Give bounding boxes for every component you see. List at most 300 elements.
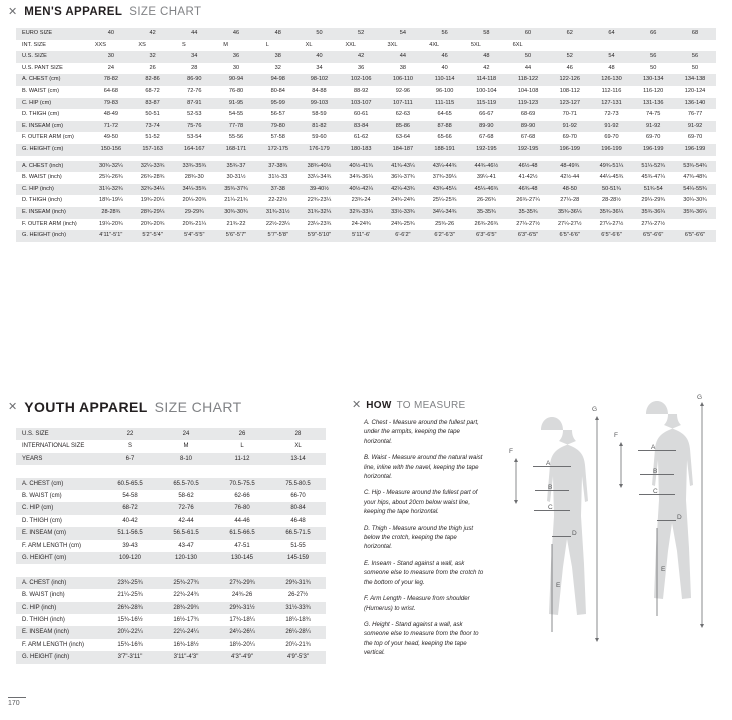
youth-table-body	[16, 428, 326, 664]
table-cell: 67-68	[507, 132, 549, 144]
table-cell: 32	[132, 51, 174, 63]
table-cell: 192-195	[507, 144, 549, 156]
body-diagram-svg	[494, 394, 724, 694]
table-cell: 62	[549, 28, 591, 40]
mens-title-light: SIZE CHART	[129, 6, 202, 18]
howto-item	[364, 559, 486, 587]
table-cell: 22¾-23¼	[299, 195, 341, 207]
table-cell: 32¾-34¼	[132, 184, 174, 196]
row-label: B. WAIST (inch)	[16, 172, 90, 184]
howto-item-text: Stand against a wall, ask someone else to measure from the crotch to the bottom of your leg.	[364, 559, 484, 586]
table-row	[16, 502, 326, 514]
table-cell: 130-134	[632, 74, 674, 86]
mens-title-bold: MEN'S APPAREL	[24, 6, 123, 18]
table-cell: 95-99	[257, 98, 299, 110]
howto-item-text: Measure around the thigh just below the crotch, keeping the tape horizontal.	[364, 524, 474, 551]
table-cell: 4'9"-5'3"	[270, 651, 326, 663]
table-cell: 51-55	[270, 540, 326, 552]
table-cell: 43¾-45¼	[424, 184, 466, 196]
table-cell: 69-70	[549, 132, 591, 144]
table-cell: 22	[102, 428, 158, 440]
table-cell: 8-10	[158, 453, 214, 465]
table-cell: 28	[270, 428, 326, 440]
table-cell: 42	[340, 51, 382, 63]
table-row	[16, 614, 326, 626]
table-cell: 68-72	[102, 502, 158, 514]
table-cell: 27¼-27½	[549, 219, 591, 231]
table-cell: 27¼-27½	[632, 219, 674, 231]
table-cell: 35¾-36¼	[632, 207, 674, 219]
table-cell: 31¾-31½	[257, 207, 299, 219]
table-cell: 42	[465, 63, 507, 75]
table-cell: 32¾-33¼	[340, 207, 382, 219]
table-cell: 41-42½	[507, 172, 549, 184]
row-label: U.S. PANT SIZE	[16, 63, 90, 75]
table-cell: 112-116	[591, 86, 633, 98]
howto-item-text: Measure around the natural waist line, inline with the navel, keeping the tape horizontal.	[364, 454, 483, 481]
table-cell: 44	[382, 51, 424, 63]
table-cell: M	[215, 40, 236, 52]
table-cell: 6'5"-6'6"	[674, 230, 716, 242]
table-cell: 48-49	[90, 109, 132, 121]
table-cell: 72-76	[158, 502, 214, 514]
table-cell: 150-156	[90, 144, 132, 156]
row-label: A. CHEST (inch)	[16, 577, 102, 589]
table-row	[16, 86, 716, 98]
table-cell: 71-72	[90, 121, 132, 133]
table-cell: 122-126	[549, 74, 591, 86]
table-cell: 50	[632, 63, 674, 75]
table-cell: 110-114	[424, 74, 466, 86]
table-cell: 48-49¾	[549, 161, 591, 173]
table-cell: 56	[424, 28, 466, 40]
figure-label-inseam: E	[661, 566, 666, 573]
table-cell: 69-70	[591, 132, 633, 144]
table-cell: 22-22½	[257, 195, 299, 207]
table-cell: 6'3"-6'5"	[465, 230, 507, 242]
arrow-head-up	[619, 442, 623, 446]
table-cell: 21¼-25¾	[102, 589, 158, 601]
table-cell: 76-80	[215, 86, 257, 98]
back-body-silhouette	[646, 401, 693, 599]
table-cell: 62-63	[382, 109, 424, 121]
table-cell: 13-14	[270, 453, 326, 465]
figure-label-chest: A	[546, 460, 551, 467]
table-cell: XXS	[90, 40, 111, 52]
row-label: A. CHEST (cm)	[16, 478, 102, 490]
row-label: C. HIP (inch)	[16, 184, 90, 196]
row-label: E. INSEAM (inch)	[16, 207, 90, 219]
table-cell: 38¾-40½	[299, 161, 341, 173]
table-cell: 45¾-47¼	[632, 172, 674, 184]
table-cell: 76-80	[214, 502, 270, 514]
table-cell: 50	[674, 63, 716, 75]
table-cell: 29¾-31¾	[270, 577, 326, 589]
table-cell: 38	[382, 63, 424, 75]
table-cell: 34¼-35¾	[173, 184, 215, 196]
table-cell	[486, 40, 507, 52]
table-cell: 120-124	[674, 86, 716, 98]
table-cell: 172-175	[257, 144, 299, 156]
figure-label-thigh: D	[677, 514, 682, 521]
table-cell: 28¾-29¾	[158, 602, 214, 614]
table-cell: XL	[270, 440, 326, 452]
table-cell: XS	[132, 40, 153, 52]
table-cell: 34	[299, 63, 341, 75]
table-cell: 46¾-48	[507, 184, 549, 196]
table-row	[16, 184, 716, 196]
howto-item	[364, 594, 486, 613]
table-cell: 36¼-37¾	[382, 172, 424, 184]
table-cell: 91-92	[674, 121, 716, 133]
table-cell: 26¼-28¼	[270, 626, 326, 638]
table-cell: 22½-23¼	[257, 219, 299, 231]
table-row	[16, 28, 716, 40]
table-cell: 21¼-21¾	[215, 195, 257, 207]
table-cell: 49-50	[90, 132, 132, 144]
howto-item	[364, 524, 486, 552]
table-cell: 44-46	[214, 515, 270, 527]
table-cell: 126-130	[591, 74, 633, 86]
table-row	[16, 230, 716, 242]
table-cell: 23¾-25¾	[102, 577, 158, 589]
table-cell: 5'6"-5'7"	[215, 230, 257, 242]
table-cell: 41¾-43¼	[382, 161, 424, 173]
table-row	[16, 515, 326, 527]
row-label: A. CHEST (cm)	[16, 74, 90, 86]
table-cell	[111, 40, 132, 52]
row-label: B. WAIST (cm)	[16, 86, 90, 98]
table-cell: 37-38	[257, 184, 299, 196]
table-cell: S	[102, 440, 158, 452]
row-label: A. CHEST (inch)	[16, 161, 90, 173]
table-cell: 118-122	[507, 74, 549, 86]
table-cell: 20¼-22¼	[102, 626, 158, 638]
table-cell: 48	[591, 63, 633, 75]
table-cell: 25¼-25¾	[424, 195, 466, 207]
table-cell: 20¼-21¾	[270, 639, 326, 651]
table-cell: 94-98	[257, 74, 299, 86]
table-cell: 58-62	[158, 490, 214, 502]
table-cell: 6-7	[102, 453, 158, 465]
table-cell: 16½-17¾	[158, 614, 214, 626]
table-cell: 6'-6'2"	[382, 230, 424, 242]
table-cell: 5'4"-5'5"	[173, 230, 215, 242]
table-cell: 50-51¾	[591, 184, 633, 196]
table-cell: 25¾-27¾	[158, 577, 214, 589]
table-cell: 23¾-24	[340, 195, 382, 207]
table-row	[16, 577, 326, 589]
table-row	[16, 219, 716, 231]
table-cell: 24	[158, 428, 214, 440]
table-cell: 65.5-70.5	[158, 478, 214, 490]
table-cell: 50-51	[132, 109, 174, 121]
howto-item-term: C. Hip -	[364, 489, 387, 497]
table-cell: 33¾-35¾	[173, 161, 215, 173]
table-cell: 88-92	[340, 86, 382, 98]
table-cell: 46	[215, 28, 257, 40]
thigh-line	[552, 536, 571, 537]
table-spacer	[16, 465, 326, 477]
table-row	[16, 428, 326, 440]
table-cell: 35-35¾	[465, 207, 507, 219]
table-cell: 83-84	[340, 121, 382, 133]
table-cell: 11-12	[214, 453, 270, 465]
table-cell: 26	[132, 63, 174, 75]
table-cell: 83-87	[132, 98, 174, 110]
table-cell: 64-68	[90, 86, 132, 98]
table-cell: 57-58	[257, 132, 299, 144]
table-cell: 100-104	[465, 86, 507, 98]
table-row	[16, 651, 326, 663]
close-icon: ✕	[8, 400, 18, 413]
table-cell: 66.5-71.5	[270, 527, 326, 539]
table-cell: 16¾-18½	[158, 639, 214, 651]
table-cell: 56-57	[257, 109, 299, 121]
howto-item-text: Measure from shoulder (Humerus) to wrist.	[364, 595, 470, 612]
figure-label-hip: C	[653, 488, 658, 495]
row-label: INT. SIZE	[16, 40, 90, 52]
table-cell: 65-66	[424, 132, 466, 144]
youth-chart-heading	[8, 399, 242, 415]
row-label: F. OUTER ARM (inch)	[16, 219, 90, 231]
table-cell: 5'7"-5'8"	[257, 230, 299, 242]
table-cell: 123-127	[549, 98, 591, 110]
table-cell: 20¾-21¼	[173, 219, 215, 231]
row-label: YEARS	[16, 453, 102, 465]
table-cell: 107-111	[382, 98, 424, 110]
table-cell: 58-59	[299, 109, 341, 121]
figure-label-chest: A	[651, 444, 656, 451]
table-cell: XXL	[340, 40, 361, 52]
table-cell: 18¼-18¾	[270, 614, 326, 626]
chest-line	[533, 466, 571, 467]
table-cell: 51¾-54	[632, 184, 674, 196]
table-cell: 66-70	[270, 490, 326, 502]
thigh-line	[657, 520, 676, 521]
table-cell: 114-118	[465, 74, 507, 86]
table-cell: 37-38¾	[257, 161, 299, 173]
row-label: G. HEIGHT (inch)	[16, 230, 90, 242]
table-cell: 31½-33	[257, 172, 299, 184]
row-label: B. WAIST (cm)	[16, 490, 102, 502]
arrow-head-down	[595, 638, 599, 642]
table-cell: 37¾-39¼	[424, 172, 466, 184]
table-cell: 60	[507, 28, 549, 40]
table-cell: 87-91	[173, 98, 215, 110]
table-cell: 102-106	[340, 74, 382, 86]
table-cell: 136-140	[674, 98, 716, 110]
row-label: C. HIP (cm)	[16, 502, 102, 514]
howto-title-light: TO MEASURE	[396, 400, 466, 411]
youth-title-bold: YOUTH APPAREL	[24, 399, 148, 415]
table-cell: 4'11"-5'1"	[90, 230, 132, 242]
youth-size-table	[16, 428, 326, 664]
table-cell: 45¼-46¾	[465, 184, 507, 196]
table-cell: 53-54	[173, 132, 215, 144]
table-cell: 75-76	[173, 121, 215, 133]
table-cell: 42-44	[158, 515, 214, 527]
table-cell: 84-88	[299, 86, 341, 98]
howto-item-term: G. Height -	[364, 620, 396, 628]
howto-item	[364, 418, 486, 446]
table-cell: 47¾-48¾	[674, 172, 716, 184]
howto-item-text: Measure around the fullest part of your hips, about 20cm below waist line, keeping the tape horizontal.	[364, 489, 478, 516]
table-cell: 42½-44	[549, 172, 591, 184]
table-cell: 91-92	[591, 121, 633, 133]
table-row	[16, 639, 326, 651]
table-cell: 3XL	[382, 40, 403, 52]
howto-title-bold: HOW	[366, 400, 392, 411]
page-number: 170	[8, 700, 20, 707]
table-cell: 35-35¾	[507, 207, 549, 219]
table-cell: M	[158, 440, 214, 452]
table-cell: 180-183	[340, 144, 382, 156]
table-cell: 68	[674, 28, 716, 40]
table-cell: 91-92	[549, 121, 591, 133]
table-cell: 3'7"-3'11"	[102, 651, 158, 663]
table-cell: 66	[632, 28, 674, 40]
table-cell: 40	[90, 28, 132, 40]
mens-size-table	[16, 28, 716, 242]
table-cell: 69-70	[632, 132, 674, 144]
table-cell: 127-131	[591, 98, 633, 110]
table-cell: 56	[674, 51, 716, 63]
table-cell: 80-84	[270, 502, 326, 514]
table-cell: 28-28½	[591, 195, 633, 207]
table-cell: 35¾-37	[215, 161, 257, 173]
table-cell: 24¼-26¼	[214, 626, 270, 638]
table-cell: 81-82	[299, 121, 341, 133]
table-cell: 24	[90, 63, 132, 75]
table-cell: 4XL	[424, 40, 445, 52]
table-cell: 3'11"-4'3"	[158, 651, 214, 663]
table-cell: 44	[507, 63, 549, 75]
table-row	[16, 540, 326, 552]
table-cell	[361, 40, 382, 52]
table-cell: 79-80	[257, 121, 299, 133]
table-cell	[153, 40, 174, 52]
table-cell: 72-76	[173, 86, 215, 98]
mens-table-body	[16, 28, 716, 242]
table-cell: 196-199	[591, 144, 633, 156]
table-cell: 26¾-28¾	[132, 172, 174, 184]
figure-label-hip: C	[548, 504, 553, 511]
table-cell: 54	[591, 51, 633, 63]
table-row	[16, 195, 716, 207]
figure-label-arm: F	[509, 448, 513, 455]
table-cell: 23¼-23¾	[299, 219, 341, 231]
table-cell: 18¾-19¼	[90, 195, 132, 207]
table-cell: 27¼-27½	[591, 219, 633, 231]
table-cell: 164-167	[173, 144, 215, 156]
table-cell: 35¾-36¼	[549, 207, 591, 219]
table-cell: 108-112	[549, 86, 591, 98]
table-cell: 168-171	[215, 144, 257, 156]
close-icon: ✕	[8, 5, 18, 18]
table-cell: 79-83	[90, 98, 132, 110]
table-cell: 82-86	[132, 74, 174, 86]
table-cell: 54-55	[215, 109, 257, 121]
table-cell: S	[173, 40, 194, 52]
table-cell: 36	[340, 63, 382, 75]
table-cell: 26¾-28¾	[102, 602, 158, 614]
table-cell: 32¼-33¾	[132, 161, 174, 173]
table-cell: 196-199	[632, 144, 674, 156]
table-cell: 53¾-54¾	[674, 161, 716, 173]
table-row	[16, 589, 326, 601]
table-cell	[403, 40, 424, 52]
table-cell: 33½-33¾	[382, 207, 424, 219]
table-cell: 61.5-66.5	[214, 527, 270, 539]
table-cell: 119-123	[507, 98, 549, 110]
table-cell: 19¾-20¼	[132, 195, 174, 207]
table-cell: 51.1-56.5	[102, 527, 158, 539]
table-cell: 76-77	[674, 109, 716, 121]
table-cell: 26-26¾	[465, 195, 507, 207]
table-cell: 116-120	[632, 86, 674, 98]
howto-item-text: Measure around the fullest part, under the armpits, keeping the tape horizontal.	[364, 419, 479, 445]
table-cell: 6'5"-6'6"	[549, 230, 591, 242]
table-cell: 15¾-16½	[102, 614, 158, 626]
table-cell: 77-78	[215, 121, 257, 133]
table-cell: 29¾-31½	[214, 602, 270, 614]
table-cell: L	[214, 440, 270, 452]
table-row	[16, 63, 716, 75]
table-cell: 60-61	[340, 109, 382, 121]
table-cell: 70-71	[549, 109, 591, 121]
table-cell: 75.5-80.5	[270, 478, 326, 490]
table-cell: 54-58	[102, 490, 158, 502]
table-cell: 34¾-36¼	[340, 172, 382, 184]
table-cell: 104-108	[507, 86, 549, 98]
table-cell: 29-29¾	[173, 207, 215, 219]
chest-line	[638, 450, 676, 451]
row-label: G. HEIGHT (inch)	[16, 651, 102, 663]
table-cell: 192-195	[465, 144, 507, 156]
table-cell: 26¾-27¼	[507, 195, 549, 207]
table-cell: 18½-20¼	[214, 639, 270, 651]
table-cell: 6XL	[507, 40, 528, 52]
table-cell: 21¾-22	[215, 219, 257, 231]
row-label: F. ARM LENGTH (cm)	[16, 540, 102, 552]
table-cell: 48	[257, 28, 299, 40]
table-cell: 35¾-36¼	[674, 207, 716, 219]
table-row	[16, 144, 716, 156]
table-cell: 54	[382, 28, 424, 40]
back-figure	[619, 401, 704, 628]
table-row	[16, 172, 716, 184]
table-cell: 99-103	[299, 98, 341, 110]
close-icon: ✕	[352, 399, 362, 411]
table-cell: 30¾-30¾	[215, 207, 257, 219]
arrow-head-down	[619, 484, 623, 488]
table-cell: 17¾-18¼	[214, 614, 270, 626]
table-cell: 32	[257, 63, 299, 75]
table-cell: 31¼-32¾	[90, 184, 132, 196]
table-cell: 25¼-26¾	[90, 172, 132, 184]
row-label: C. HIP (inch)	[16, 602, 102, 614]
arrow-head-up	[700, 402, 704, 406]
table-cell	[445, 40, 466, 52]
measurement-figures	[494, 394, 724, 694]
table-cell: 34	[173, 51, 215, 63]
row-label: E. INSEAM (cm)	[16, 527, 102, 539]
table-cell: 196-199	[549, 144, 591, 156]
table-cell: 24¾-26	[214, 589, 270, 601]
table-cell: 24-24¾	[340, 219, 382, 231]
table-cell: 109-120	[102, 552, 158, 564]
